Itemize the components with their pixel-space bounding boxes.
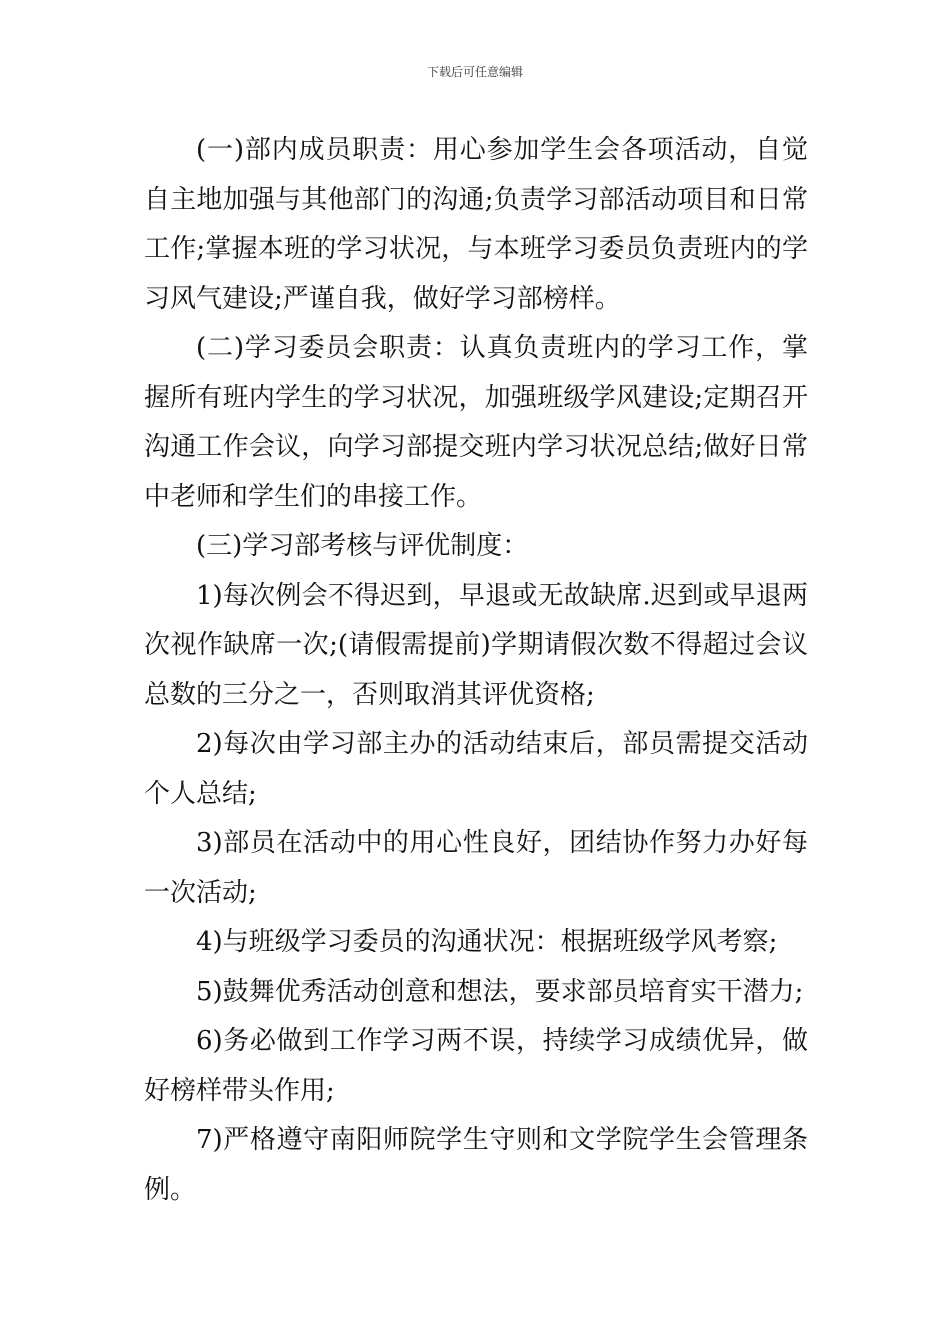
- document-body: [144, 126, 808, 1215]
- paragraph-evaluation-heading: (三)学习部考核与评优制度：: [196, 531, 529, 561]
- paragraph-rule-4: 4)与班级学习委员的沟通状况：根据班级学风考察;: [196, 927, 778, 957]
- paragraph-rule-3: 3)部员在活动中的用心性良好，团结协作努力办好每一次活动;: [144, 828, 808, 908]
- paragraph-rule-5: 5)鼓舞优秀活动创意和想法，要求部员培育实干潜力;: [196, 976, 804, 1007]
- paragraph-rule-7: 7)严格遵守南阳师院学生守则和文学院学生会管理条例。: [144, 1125, 808, 1205]
- paragraph-committee-duties: (二)学习委员会职责：认真负责班内的学习工作，掌握所有班内学生的学习状况，加强班级学风建设;定期召开沟通工作会议，向学习部提交班内学习状况总结;做好日常中老师和学生们的串接工作。: [144, 333, 808, 512]
- paragraph-member-duties: (一)部内成员职责：用心参加学生会各项活动，自觉自主地加强与其他部门的沟通;负责学习部活动项目和日常工作;掌握本班的学习状况，与本班学习委员负责班内的学习风气建设;严谨自我，做好学习部榜样。: [144, 135, 808, 314]
- paragraph-rule-1: 1)每次例会不得迟到，早退或无故缺席.迟到或早退两次视作缺席一次;(请假需提前)学期请假次数不得超过会议总数的三分之一，否则取消其评优资格;: [144, 580, 808, 710]
- paragraph-rule-2: 2)每次由学习部主办的活动结束后，部员需提交活动个人总结;: [144, 729, 808, 809]
- paragraph-rule-6: 6)务必做到工作学习两不误，持续学习成绩优异，做好榜样带头作用;: [144, 1026, 808, 1106]
- page-header-note: 下载后可任意编辑: [426, 65, 523, 79]
